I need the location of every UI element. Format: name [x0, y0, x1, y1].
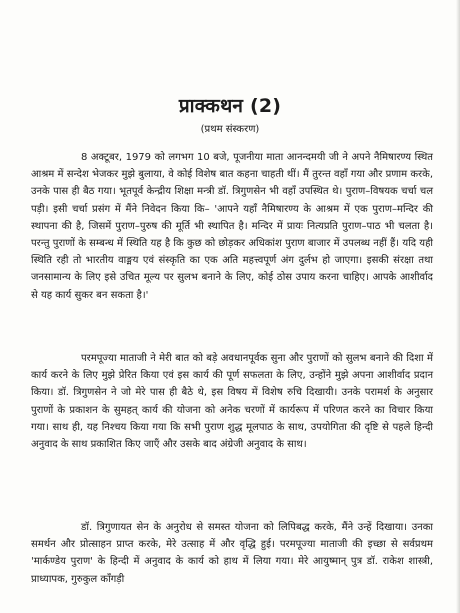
- paragraph-1: 8 अक्टूबर, 1979 को लगभग 10 बजे, पूजनीया माता आनन्दमयी जी ने अपने नैमिषारण्य स्थित आश्रम में सन्देश भेजकर मुझे बुलाया, वे कोई विशेष बात कहना चाहती थीं। मैं तुरन्त वहाँ गया और प्रणाम करके, उनके पास ही बैठ गया। भूतपूर्व केन्द्रीय शिक्षा मन्त्री डॉ. त्रिगुणसेन भी वहाँ उपस्थित थे। पुराण–विषयक चर्चा चल पड़ी। इसी चर्चा प्रसंग में मैंने निवेदन किया कि– 'आपने यहाँ नैमिषारण्य के आश्रम में एक पुराण–मन्दिर की स्थापना की है, जिसमें पुराण–पुरुष की मूर्ति भी स्थापित है। मन्दिर में प्रायः नित्यप्रति पुराण–पाठ भी चलता है। परन्तु पुराणों के सम्बन्ध में स्थिति यह है कि कुछ को छोड़कर अधिकांश पुराण बाजार में उपलब्ध नहीं हैं। यदि यही स्थिति रही तो भारतीय वाङ्मय एवं संस्कृति का एक अति महत्त्वपूर्ण अंग दुर्लभ हो जाएगा। इसकी संरक्षा तथा जनसामान्य के लिए इसे उचित मूल्य पर सुलभ बनाने के लिए, कोई ठोस उपाय करना चाहिए। आपके आशीर्वाद से यह कार्य सुकर बन सकता है।': [31, 152, 433, 301]
- page-edge-shadow: [456, 0, 460, 613]
- page-subtitle: (प्रथम संस्करण): [200, 124, 260, 135]
- paragraph-2: परमपूज्या माताजी ने मेरी बात को बड़े अवधानपूर्वक सुना और पुराणों को सुलभ बनाने की दिशा में कार्य करने के लिए मुझे प्रेरित किया एवं इस कार्य की पूर्ण सफलता के लिए, उन्होंने मुझे अपना आशीर्वाद प्रदान किया। डॉ. त्रिगुणसेन ने जो मेरे पास ही बैठे थे, इस विषय में विशेष रुचि दिखायी। उनके परामर्श के अनुसार पुराणों के प्रकाशन के सुमहत् कार्य की योजना को अनेक चरणों में कार्यरूप में परिणत करने का विचार किया गया। साथ ही, यह निश्चय किया गया कि सभी पुराण शुद्ध मूलपाठ के साथ, उपयोगिता की दृष्टि से पहले हिन्दी अनुवाद के साथ प्रकाशित किए जाएँ और उसके बाद अंग्रेजी अनुवाद के साथ।: [31, 353, 433, 451]
- page-title: प्राक्कथन (2): [178, 95, 282, 117]
- paragraph-3: डॉ. त्रिगुणायत सेन के अनुरोध से समस्त योजना को लिपिबद्ध करके, मैंने उन्हें दिखाया। उनका समर्थन और प्रोत्साहन प्राप्त करके, मेरे उत्साह में और वृद्धि हुई। परमपूज्या माताजी की इच्छा से सर्वप्रथम 'मार्कण्डेय पुराण' के हिन्दी में अनुवाद के कार्य को हाथ में लिया गया। मेरे आयुष्मान् पुत्र डॉ. राकेश शास्त्री, प्राध्यापक, गुरुकुल काँगड़ी: [31, 522, 433, 585]
